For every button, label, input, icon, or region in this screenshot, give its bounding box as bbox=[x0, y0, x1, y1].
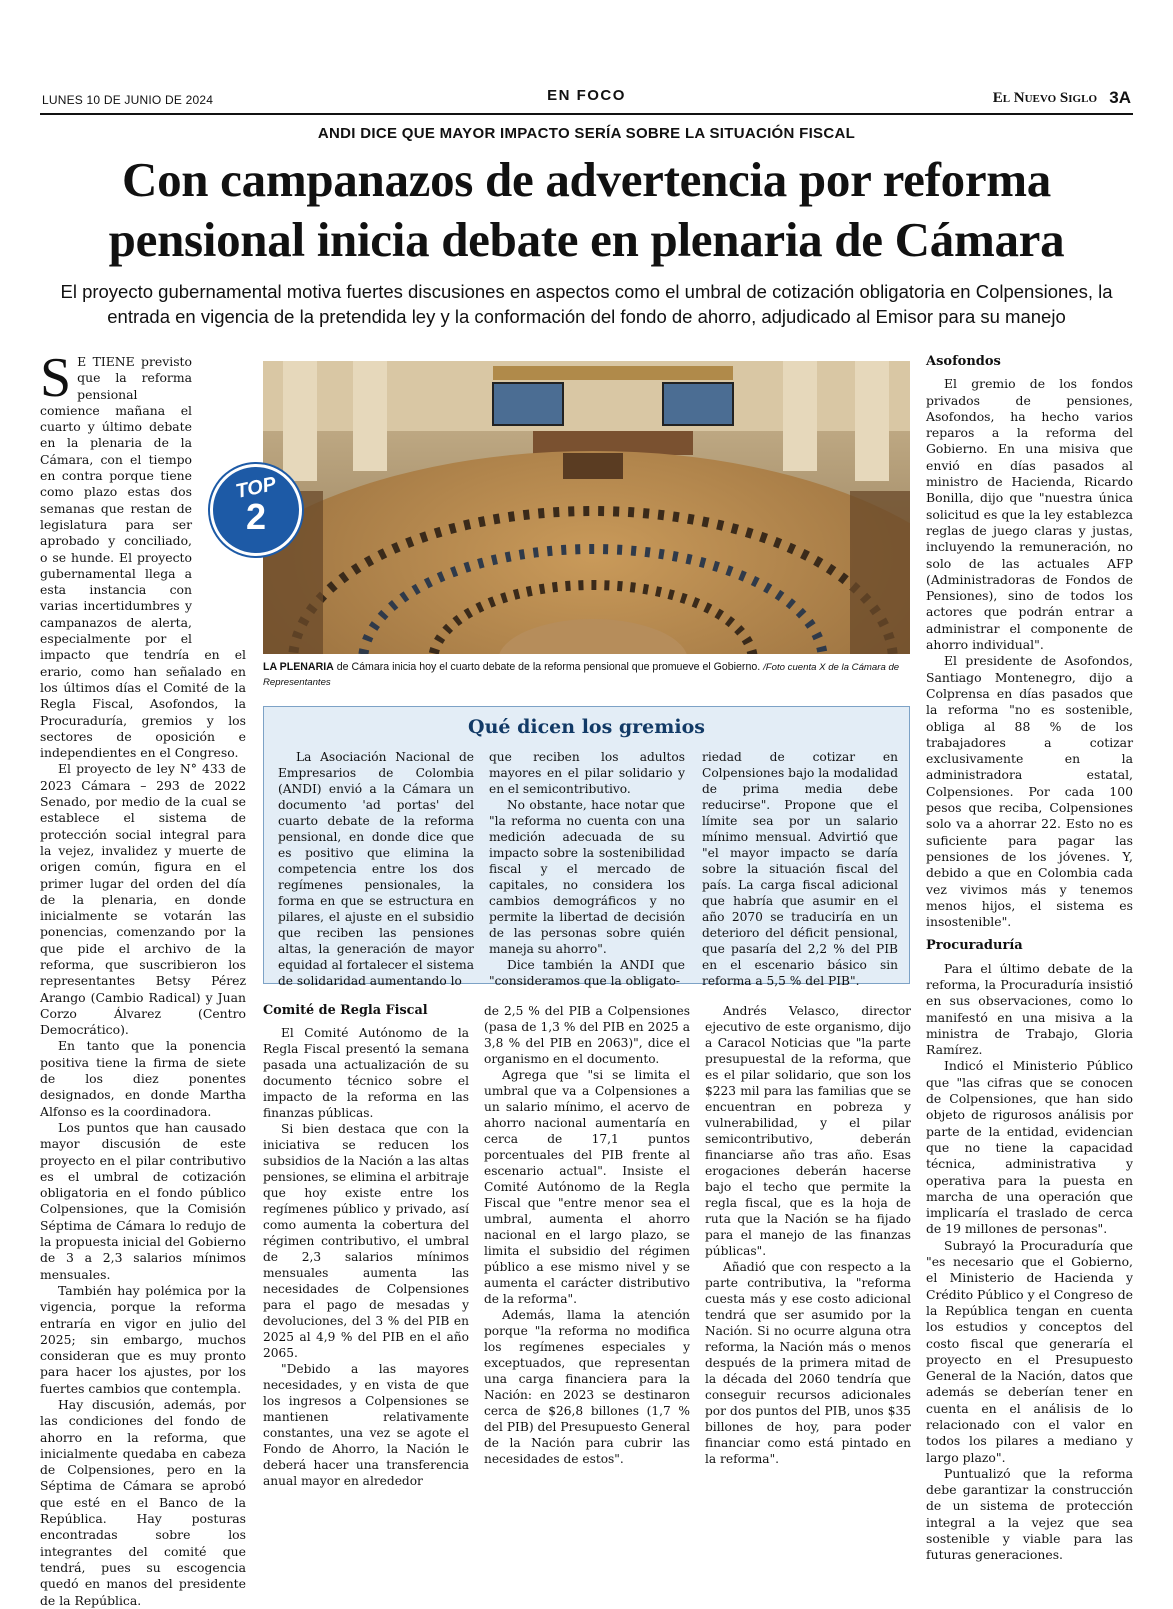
sidebar-title: Qué dicen los gremios bbox=[468, 716, 705, 738]
paragraph: Indicó el Ministerio Público que "las cifras que se conocen de Colpensiones, que han sido objeto de rigurosos análisis por parte de la entidad, evidencian que no tiene la capacidad técnica, administrativa y operativa para la puesta en marcha de una operación que implicaría el traslado de cerca de 19 millones de personas". bbox=[926, 1058, 1133, 1237]
paragraph: Para el último debate de la reforma, la Procuraduría insistió en sus observaciones, como lo manifestó en una misiva a la ministra de Trabajo, Gloria Ramírez. bbox=[926, 960, 1133, 1058]
sidebar-column-2 bbox=[489, 749, 685, 989]
paragraph: En tanto que la ponencia positiva tiene la firma de siete de los diez ponentes designados, en donde Martha Alfonso es la coordinadora. bbox=[40, 1038, 246, 1119]
badge-label: TOP bbox=[233, 473, 279, 504]
article-column-3 bbox=[484, 1003, 690, 1467]
drop-cap: S bbox=[40, 347, 72, 409]
headline: Con campanazos de advertencia por reforma pensional inicia debate en plenaria de Cámara bbox=[108, 152, 1065, 267]
section-name: EN FOCO bbox=[547, 87, 626, 104]
paragraph: El gremio de los fondos privados de pensiones, Asofondos, ha hecho varios reparos a la reforma del Gobierno. En una misiva que envió en días pasados al ministro de Hacienda, Ricardo Bonilla, dijo que "nuestra única solicitud es que la ley establezca reglas de juego claras y justas, incluyendo la remuneración, no solo de las actuales AFP (Administradoras de Fondos de Pensiones), sino de todos los actores que podrán entrar a administrar el componente de ahorro individual". bbox=[926, 376, 1133, 653]
paragraph: riedad de cotizar en Colpensiones bajo la modalidad de prima media debe reducirse". Propone que el límite sea por un salario mínimo mensual. Advirtió que "el mayor impacto se daría sobre la situación fiscal del país. La carga fiscal adicional que habría que asumir en el año 2070 se traduciría en un deterioro del déficit pensional, que pasaría del 2,2 % del PIB en el escenario básico sin reforma a 5,5 % del PIB". bbox=[702, 750, 898, 988]
sidebar-column-1 bbox=[278, 749, 474, 989]
paragraph: Dice también la ANDI que "consideramos que la obligato- bbox=[489, 958, 685, 988]
article-column-2 bbox=[263, 1003, 469, 1489]
page-number: 3A bbox=[1109, 88, 1131, 107]
subheadline: El proyecto gubernamental motiva fuertes discusiones en aspectos como el umbral de cotización obligatoria en Colpensiones, la entrada en vigencia de la pretendida ley y la conformación del fondo de ahorro, adjudicado al Emisor para su manejo bbox=[60, 281, 1113, 327]
badge-number: 2 bbox=[245, 496, 267, 537]
paragraph: de 2,5 % del PIB a Colpensiones (pasa de 1,3 % del PIB en 2025 a 3,8 % del PIB en 2063)", dice el organismo en el documento. bbox=[484, 1004, 690, 1066]
section-heading: Asofondos bbox=[926, 354, 1001, 369]
plenary-hall-illustration bbox=[263, 361, 910, 654]
paragraph: Andrés Velasco, director ejecutivo de este organismo, dijo a Caracol Noticias que "la parte presupuestal de la reforma, que es el pilar solidario, que son los $223 mil para las familias que se encuentran en pobreza y vulnerabilidad, y el pilar semicontributivo, deberán financiarse año tras año. Esas erogaciones deberán hacerse bajo el techo que permite la regla fiscal, que es la hoja de ruta que la Nación se ha fijado para el manejo de las finanzas públicas". bbox=[705, 1004, 911, 1258]
paragraph: El presidente de Asofondos, Santiago Montenegro, dijo a Colprensa en días pasados que la reforma "no es sostenible, obliga al 88 % de los trabajadores a cotizar exclusivamente en la administradora estatal, Colpensiones. Por cada 100 pesos que reciba, Colpensiones solo va a ahorrar 22. Esto no es suficiente para pagar las pensiones de los jóvenes. Y, debido a que en Colombia cada vez vivimos más y tenemos menos hijos, el sistema es insostenible". bbox=[926, 653, 1133, 930]
kicker: ANDI DICE QUE MAYOR IMPACTO SERÍA SOBRE LA SITUACIÓN FISCAL bbox=[317, 125, 856, 142]
paragraph: Puntualizó que la reforma debe garantizar la construcción de un sistema de protección integral a la vejez que sea sostenible y viable para las futuras generaciones. bbox=[926, 1465, 1133, 1563]
paragraph: Añadió que con respecto a la parte contributiva, la "reforma cuesta más y ese costo adicional tendrá que ser asumido por la Nación. Si no ocurre alguna otra reforma, la Nación más o menos después de la primera mitad de la década del 2060 tendría que conseguir recursos adicionales por dos puntos del PIB, unos $35 billones de hoy, para poder financiar como está pintado en la reforma". bbox=[705, 1260, 911, 1466]
paragraph: Subrayó la Procuraduría que "es necesario que el Gobierno, el Ministerio de Hacienda y Crédito Público y el Congreso de la República tengan en cuenta los estudios y conceptos del costo fiscal que generaría el proyecto en el Presupuesto General de la Nación, datos que además se deberían tener en cuenta en el análisis de lo relacionado con el valor en todos los pilares a mediano y largo plazo". bbox=[926, 1237, 1133, 1465]
article-column-5 bbox=[926, 354, 1133, 1564]
plenary-photo bbox=[263, 361, 910, 654]
photo-credit: /Foto cuenta X de la Cámara de Representantes bbox=[263, 662, 900, 688]
paragraph: Hay discusión, además, por las condiciones del fondo de ahorro en la reforma, que inicialmente quedaba en cabeza de Colpensiones, pero en la Séptima de Cámara se aprobó que esté en el Banco de la República. Hay posturas encontradas sobre los integrantes del comité que tendrá, pues su escogencia quedó en manos del presidente de la República. bbox=[40, 1397, 246, 1608]
sidebar-box bbox=[263, 706, 910, 988]
paragraph: Si bien destaca que con la iniciativa se reducen los subsidios de la Nación a las altas pensiones, se elimina el arbitraje que hoy existe entre los regímenes público y privado, así como aumenta la cobertura del régimen contributivo, el umbral de 2,3 salarios mínimos mensuales aumenta las necesidades de Colpensiones para el pago de mesadas y devoluciones, del 3 % del PIB en 2025 al 4,9 % del PIB en el año 2065. bbox=[263, 1122, 469, 1360]
section-heading: Comité de Regla Fiscal bbox=[263, 1003, 428, 1018]
caption-text: de Cámara inicia hoy el cuarto debate de la reforma pensional que promueve el Gobierno. bbox=[333, 661, 764, 673]
paragraph: No obstante, hace notar que "la reforma no cuenta con una medición adecuada de su impacto sobre la sostenibilidad fiscal y el mercado de capitales, no considera los cambios demográficos y no permite la libertad de decisión de las personas sobre quién maneja su ahorro". bbox=[489, 798, 685, 956]
paragraph: Agrega que "si se limita el umbral que va a Colpensiones a un salario mínimo, el acervo de ahorro nacional aumentaría en cerca de 17,1 puntos porcentuales del PIB frente al escenario actual". Insiste el Comité Autónomo de la Regla Fiscal que "entre menor sea el umbral, aumenta el ahorro nacional en el largo plazo, se limita el subsidio del régimen público a ese mismo nivel y se aumenta el carácter distributivo de la reforma". bbox=[484, 1068, 690, 1306]
article-column-1 bbox=[40, 347, 246, 1609]
paragraph: El Comité Autónomo de la Regla Fiscal presentó la semana pasada una actualización de su documento técnico sobre el impacto de la reforma en las finanzas públicas. bbox=[263, 1026, 469, 1120]
masthead: El Nuevo Siglo bbox=[992, 90, 1097, 106]
paragraph: La Asociación Nacional de Empresarios de Colombia (ANDI) envió a la Cámara un documento 'ad portas' del cuarto debate de la reforma pensional, en donde dice que es positivo que elimina la competencia entre los dos regímenes pensionales, la forma en que se estructura en pilares, el ajuste en el subsidio que reciben las pensiones altas, la generación de mayor equidad al fortalecer el sistema de solidaridad aumentando lo bbox=[278, 750, 474, 988]
caption-lead: LA PLENARIA bbox=[263, 661, 334, 673]
paragraph: Además, llama la atención porque "la reforma no modifica los regímenes especiales y exceptuados, que representan una carga financiera para la Nación: en 2023 se destinaron cerca de $26,8 billones (1,7 % del PIB) del Presupuesto General de la Nación para cubrir las necesidades de estos". bbox=[484, 1308, 690, 1466]
sidebar-column-3 bbox=[702, 749, 898, 989]
header-rule bbox=[40, 113, 1133, 115]
paragraph: El proyecto de ley N° 433 de 2023 Cámara – 293 de 2022 Senado, por medio de la cual se establece el sistema de protección social integral para la vejez, invalidez y muerte de origen común, figura en el primer lugar del orden del día de la plenaria, en donde inicialmente se votarán las ponencias, comenzando por la que pide el archivo de la reforma, que suscribieron los representantes Betsy Pérez Arango (Cambio Radical) y Juan Corzo Álvarez (Centro Democrático). bbox=[40, 761, 246, 1038]
photo-caption bbox=[263, 660, 910, 690]
paragraph: También hay polémica por la vigencia, porque la reforma entraría en vigor en julio del 2025; sin embargo, muchos consideran que es muy pronto para hacer los ajustes, por los fuertes cambios que contempla. bbox=[40, 1282, 246, 1396]
article-column-4 bbox=[705, 1003, 911, 1467]
issue-date: LUNES 10 DE JUNIO DE 2024 bbox=[42, 93, 214, 107]
paragraph: que reciben los adultos mayores en el pilar solidario y en el semicontributivo. bbox=[489, 750, 685, 796]
section-heading: Procuraduría bbox=[926, 938, 1023, 954]
paragraph: "Debido a las mayores necesidades, y en vista de que los ingresos a Colpensiones se mantienen relativamente constantes, una vez se agote el Fondo de Ahorro, la Nación le deberá hacer una transferencia anual mayor en alrededor bbox=[263, 1362, 469, 1488]
paragraph: Los puntos que han causado mayor discusión de este proyecto en el pilar contributivo es el umbral de cotización obligatoria en el fondo público Colpensiones, que la Comisión Séptima de Cámara lo redujo de la propuesta inicial del Gobierno de 3 a 2,3 salarios mínimos mensuales. bbox=[40, 1119, 246, 1282]
top-ranking-badge bbox=[210, 464, 302, 556]
paragraph-text: E TIENE previsto que la reforma pensional comience mañana el cuarto y último debate en la plenaria de la Cámara, con el tiempo en contra porque tiene como plazo estas dos semanas que restan de legislatura para ser aprobado y conciliado, o se hunde. El proyecto gubernamental llega a esta instancia con varias incertidumbres y campanazos de alerta, especialmente por el impacto que tendría en el erario, como han señalado en los últimos días el Comité de la Regla Fiscal, Asofondos, la Procuraduría, gremios y los sectores de oposición e independientes en el Congreso. bbox=[40, 354, 246, 761]
